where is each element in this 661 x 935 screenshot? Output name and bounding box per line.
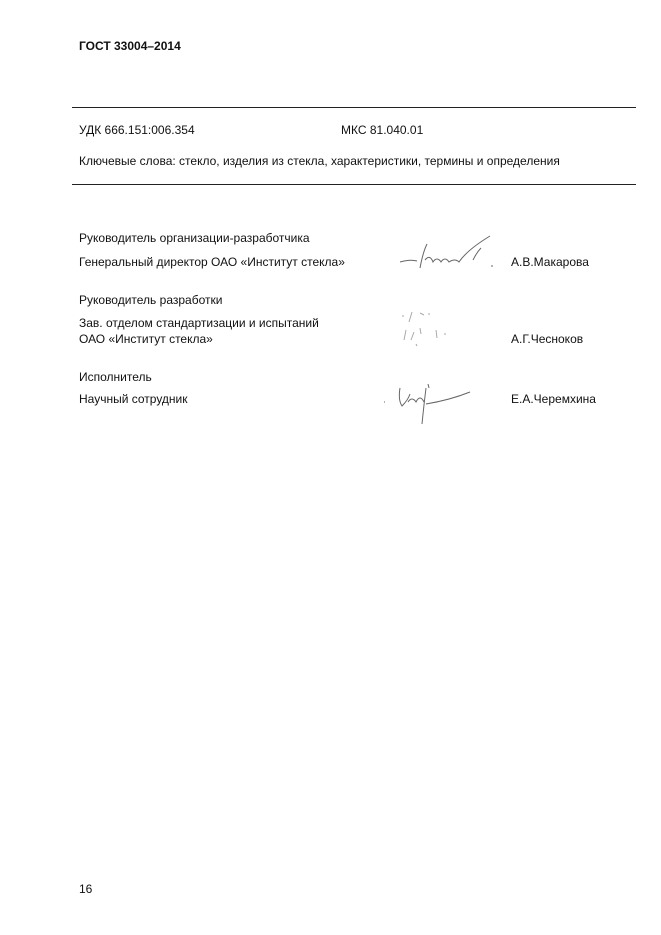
mks-code: МКС 81.040.01 xyxy=(341,123,424,137)
signatory-position: ОАО «Институт стекла» xyxy=(79,332,213,346)
signatory-position: Зав. отделом стандартизации и испытаний xyxy=(79,316,319,330)
udk-code: УДК 666.151:006.354 xyxy=(79,123,195,137)
signature-image xyxy=(398,308,468,353)
signatory-position: Научный сотрудник xyxy=(79,392,188,406)
divider xyxy=(72,107,636,108)
page-number: 16 xyxy=(79,882,93,896)
divider xyxy=(72,184,636,185)
signatory-name: А.Г.Чесноков xyxy=(511,332,584,346)
signatory-name: А.В.Макарова xyxy=(511,255,589,269)
signature-image xyxy=(380,380,475,428)
signatory-role: Руководитель организации-разработчика xyxy=(79,231,310,245)
signatory-role: Исполнитель xyxy=(79,370,152,384)
signature-image xyxy=(395,232,505,277)
signatory-name: Е.А.Черемхина xyxy=(511,392,596,406)
signatory-role: Руководитель разработки xyxy=(79,293,223,307)
keywords: Ключевые слова: стекло, изделия из стекла, характеристики, термины и определения xyxy=(79,154,560,168)
signatory-position: Генеральный директор ОАО «Институт стекла» xyxy=(79,255,345,269)
standard-designation: ГОСТ 33004–2014 xyxy=(79,39,181,53)
